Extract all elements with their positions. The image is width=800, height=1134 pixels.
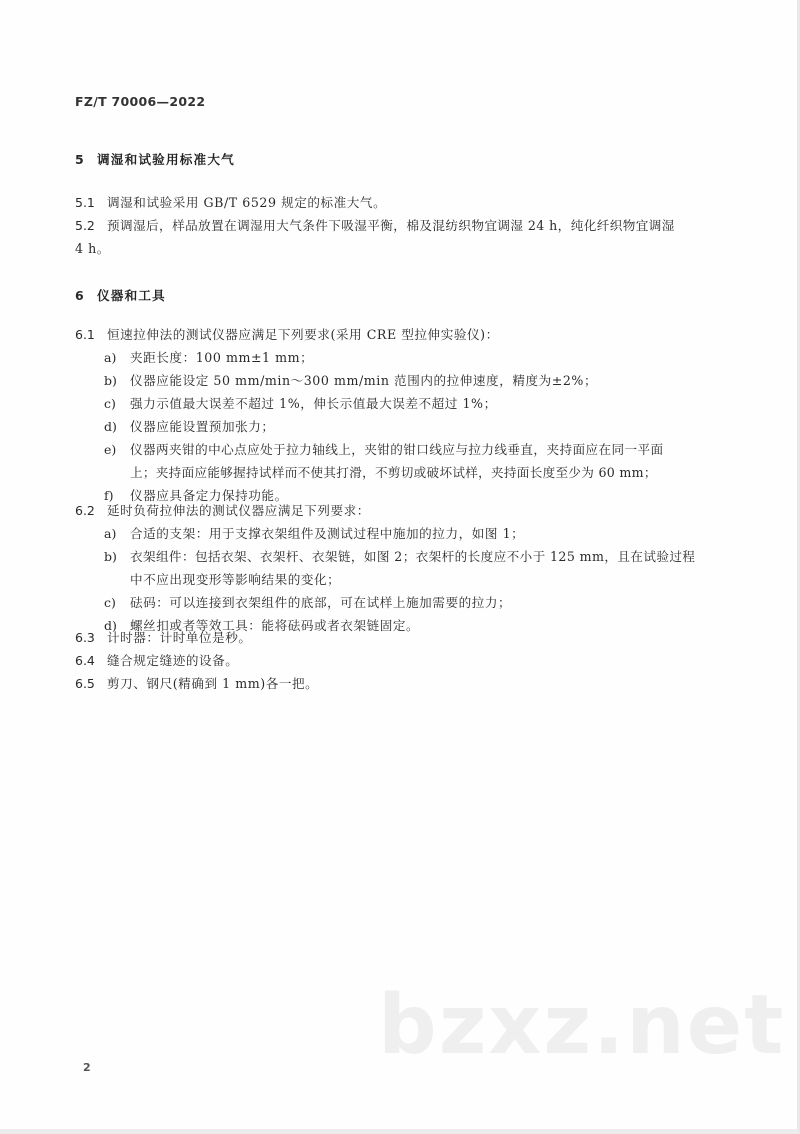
clause-6-1-item-c-label: c)	[104, 396, 116, 411]
clause-6-1-item-d-text: 仪器应能设置预加张力；	[130, 419, 275, 434]
clause-6-1-item-d-label: d)	[104, 419, 117, 434]
clause-6-1-item-a-text: 夹距长度：100 mm±1 mm；	[130, 350, 314, 365]
section-5-title: 调湿和试验用标准大气	[97, 152, 235, 167]
clause-6-1-item-b-label: b)	[104, 373, 117, 388]
standard-code: FZ/T 70006—2022	[75, 94, 206, 109]
section-5-number: 5	[75, 152, 84, 167]
clause-6-2-item-b-text-line-2: 中不应出现变形等影响结果的变化；	[130, 572, 341, 587]
clause-6-2-item-b-label: b)	[104, 549, 117, 564]
clause-6-2-text: 延时负荷拉伸法的测试仪器应满足下列要求：	[107, 503, 370, 518]
clause-6-5-text: 剪刀、钢尺(精确到 1 mm)各一把。	[107, 676, 319, 691]
clause-5-2-text-line-1: 预调湿后，样品放置在调湿用大气条件下吸湿平衡，棉及混纺织物宜调湿 24 h，纯化纤织物宜调湿	[107, 218, 675, 233]
page-number: 2	[83, 1061, 91, 1074]
clause-6-1-number: 6.1	[75, 327, 95, 342]
clause-6-1-item-e-text-line-2: 上；夹持面应能够握持试样而不使其打滑，不剪切或破坏试样，夹持面长度至少为 60 mm；	[130, 465, 657, 480]
clause-6-3-text: 计时器：计时单位是秒。	[107, 630, 252, 645]
clause-6-3-number: 6.3	[75, 630, 95, 645]
clause-6-1-item-b-text: 仪器应能设定 50 mm/min～300 mm/min 范围内的拉伸速度，精度为±2%；	[130, 373, 598, 388]
clause-6-2-item-c-label: c)	[104, 595, 116, 610]
clause-6-1-text: 恒速拉伸法的测试仪器应满足下列要求(采用 CRE 型拉伸实验仪)：	[107, 327, 499, 342]
clause-5-1-text: 调湿和试验采用 GB/T 6529 规定的标准大气。	[107, 195, 387, 210]
clause-6-2-number: 6.2	[75, 503, 95, 518]
clause-6-1-item-f-label: f)	[104, 488, 114, 503]
clause-6-2-item-b-text-line-1: 衣架组件：包括衣架、衣架杆、衣架链，如图 2；衣架杆的长度应不小于 125 mm，且在试验过程	[130, 549, 696, 564]
clause-5-1-number: 5.1	[75, 195, 95, 210]
clause-6-2-item-c-text: 砝码：可以连接到衣架组件的底部，可在试样上施加需要的拉力；	[130, 595, 512, 610]
clause-5-2-text-line-2: 4 h。	[75, 241, 110, 256]
section-6-number: 6	[75, 288, 84, 303]
clause-6-4-number: 6.4	[75, 653, 95, 668]
section-6-title: 仪器和工具	[97, 288, 166, 303]
clause-6-4-text: 缝合规定缝迹的设备。	[107, 653, 239, 668]
clause-6-1-item-c-text: 强力示值最大误差不超过 1%，伸长示值最大误差不超过 1%；	[130, 396, 497, 411]
clause-6-1-item-f-text: 仪器应具备定力保持功能。	[130, 488, 288, 503]
clause-6-2-item-d-text: 螺丝扣或者等效工具：能将砝码或者衣架链固定。	[130, 618, 420, 633]
clause-6-2-item-d-label: d)	[104, 618, 117, 633]
clause-6-1-item-e-label: e)	[104, 442, 117, 457]
clause-5-2-number: 5.2	[75, 218, 95, 233]
clause-6-2-item-a-label: a)	[104, 526, 117, 541]
clause-6-5-number: 6.5	[75, 676, 95, 691]
clause-6-2-item-a-text: 合适的支架：用于支撑衣架组件及测试过程中施加的拉力，如图 1；	[130, 526, 525, 541]
clause-6-1-item-a-label: a)	[104, 350, 117, 365]
clause-6-1-item-e-text-line-1: 仪器两夹钳的中心点应处于拉力轴线上，夹钳的钳口线应与拉力线垂直，夹持面应在同一平面	[130, 442, 664, 457]
watermark: bzxz.net	[378, 978, 786, 1073]
